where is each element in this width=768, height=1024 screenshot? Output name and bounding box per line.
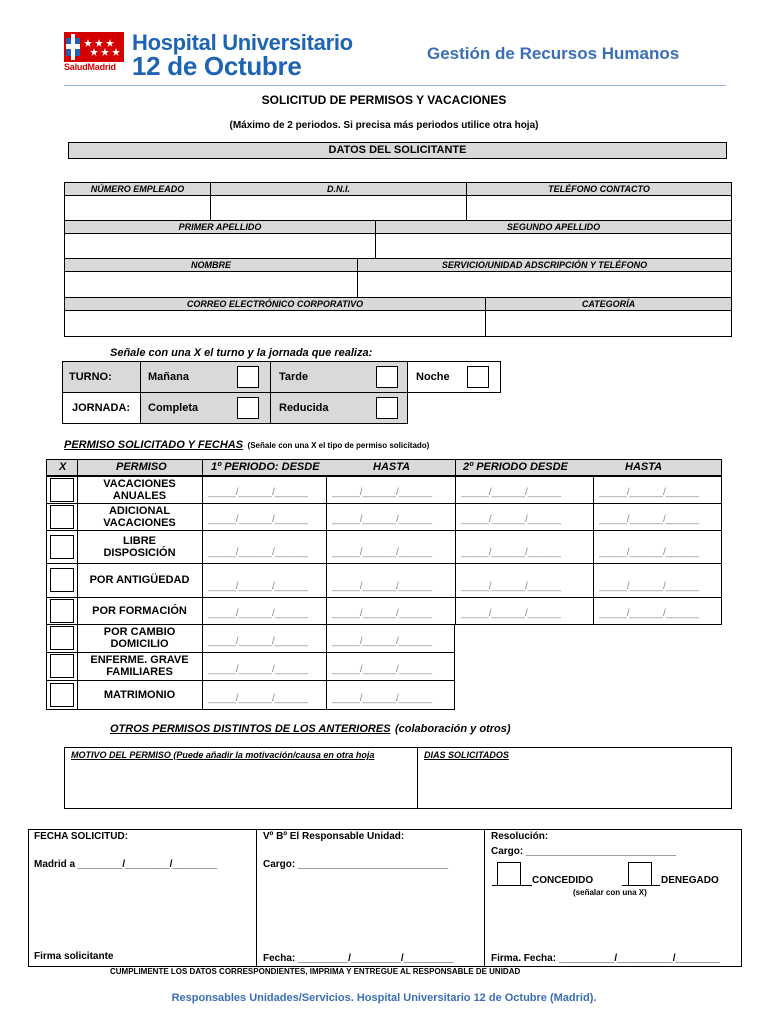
permit-label-line1: LIBRE (123, 534, 156, 547)
permit-col-divider (455, 530, 456, 564)
other-heading: OTROS PERMISOS DISTINTOS DE LOS ANTERIORES (110, 723, 391, 735)
dni-field[interactable] (210, 195, 467, 221)
surname1-label: PRIMER APELLIDO (64, 220, 376, 234)
permit-label-line2: ANUALES (112, 489, 167, 502)
other-heading-note: (colaboración y otros) (395, 723, 511, 735)
header-divider-2 (202, 459, 203, 476)
email-field[interactable] (64, 310, 486, 337)
form-title: SOLICITUD DE PERMISOS Y VACACIONES (261, 93, 507, 107)
denied-checkbox[interactable] (628, 862, 652, 886)
permit-date-field[interactable]: _____/______/______ (461, 514, 562, 525)
permit-col-divider (202, 530, 203, 564)
permit-date-field[interactable]: _____/______/______ (208, 693, 309, 704)
permit-col-divider (202, 680, 203, 710)
night-label: Noche (416, 371, 450, 383)
permit-col-divider (455, 597, 456, 625)
permit-label (77, 505, 202, 529)
unit-cargo-field[interactable]: Cargo: ___________________________ (263, 859, 449, 870)
afternoon-cell (270, 361, 408, 393)
col-p2-from: 2º PERIODO DESDE (463, 461, 568, 473)
permit-col-divider (593, 503, 594, 531)
reduced-cell (270, 392, 408, 424)
permit-col-divider (326, 597, 327, 625)
full-checkbox[interactable] (237, 397, 259, 419)
surname2-field[interactable] (375, 233, 732, 259)
permits-header-row (46, 459, 722, 476)
permit-col-divider (326, 503, 327, 531)
mark-note: (señalar con una X) (573, 888, 647, 897)
permit-date-field[interactable]: _____/______/______ (332, 547, 433, 558)
dni-label: D.N.I. (210, 182, 467, 196)
motive-field[interactable] (64, 747, 418, 809)
hospital-name-line1: Hospital Universitario (132, 30, 353, 55)
permit-label-line1: ENFERME. GRAVE (90, 654, 189, 666)
surname1-field[interactable] (64, 233, 376, 259)
permit-date-field[interactable]: _____/______/______ (208, 547, 309, 558)
service-label: SERVICIO/UNIDAD ADSCRIPCIÓN Y TELÉFONO (357, 258, 732, 272)
permit-date-field[interactable]: _____/______/______ (461, 608, 562, 619)
phone-label: TELÉFONO CONTACTO (466, 182, 732, 196)
permit-label (77, 689, 202, 701)
morning-cell (140, 361, 271, 393)
permit-checkbox[interactable] (50, 626, 74, 650)
permit-label-line1: VACACIONES (103, 477, 176, 490)
permit-label (77, 605, 202, 617)
permit-col-divider (455, 563, 456, 598)
night-checkbox[interactable] (467, 366, 489, 388)
permit-label (77, 574, 202, 586)
permit-date-field[interactable]: _____/______/______ (208, 636, 309, 647)
permit-date-field[interactable]: _____/______/______ (208, 514, 309, 525)
signature-divider-1 (256, 829, 257, 967)
permit-label-line2: FAMILIARES (106, 666, 173, 678)
permit-label-line1: POR CAMBIO (103, 626, 176, 638)
resolution-cargo-field[interactable]: Cargo: ___________________________ (491, 846, 677, 857)
shift-instruction: Señale con una X el turno y la jornada que realiza: (110, 347, 373, 359)
permit-date-field[interactable]: _____/______/______ (332, 581, 433, 592)
permit-date-field[interactable]: _____/______/______ (461, 581, 562, 592)
madrid-flag-logo (64, 32, 124, 62)
permit-col-divider (326, 563, 327, 598)
permit-col-divider (593, 597, 594, 625)
permit-col-divider (326, 624, 327, 653)
days-field[interactable] (417, 747, 732, 809)
night-cell (407, 361, 501, 393)
resolution-label: Resolución: (491, 831, 549, 842)
col-p2-to: HASTA (625, 461, 663, 473)
email-label: CORREO ELECTRÓNICO CORPORATIVO (64, 297, 486, 311)
permit-label (77, 535, 202, 559)
permit-checkbox[interactable] (50, 535, 74, 559)
salud-madrid-text: SaludMadrid (64, 62, 116, 72)
madrid-date-field[interactable]: Madrid a ________/________/________ (34, 859, 217, 870)
hospital-name-line2: 12 de Octubre (132, 51, 302, 81)
permit-date-field[interactable]: _____/______/______ (332, 693, 433, 704)
name-field[interactable] (64, 271, 358, 298)
permit-date-field[interactable]: _____/______/______ (599, 581, 700, 592)
signature-divider-2 (484, 829, 485, 967)
department-title: Gestión de Recursos Humanos (427, 44, 680, 63)
permit-checkbox[interactable] (50, 505, 74, 529)
permit-col-divider (593, 530, 594, 564)
permit-checkbox[interactable] (50, 683, 74, 707)
form-subtitle: (Máximo de 2 periodos. Si precisa más periodos utilice otra hoja) (229, 120, 539, 131)
permit-label-line1: MATRIMONIO (103, 688, 176, 701)
other-heading-row (110, 719, 511, 737)
name-label: NOMBRE (64, 258, 358, 272)
permit-col-divider (593, 476, 594, 504)
employee-number-label: NÚMERO EMPLEADO (64, 182, 211, 196)
permit-col-divider (202, 652, 203, 681)
permit-label (77, 626, 202, 650)
date-request-label: FECHA SOLICITUD: (34, 831, 129, 842)
vobo-label: Vº Bº El Responsable Unidad: (263, 831, 405, 842)
reduced-label: Reducida (279, 402, 329, 414)
permit-date-field[interactable]: _____/______/______ (208, 487, 309, 498)
jornada-label-cell (62, 392, 141, 424)
turno-label-cell (62, 361, 141, 393)
permit-date-field[interactable]: _____/______/______ (208, 664, 309, 675)
category-field[interactable] (485, 310, 732, 337)
permit-checkbox[interactable] (50, 654, 74, 678)
permit-col-divider (326, 680, 327, 710)
col-permit: PERMISO (116, 461, 167, 473)
col-p1-to: HASTA (373, 461, 411, 473)
permit-date-field[interactable]: _____/______/______ (332, 608, 433, 619)
permit-col-divider (593, 563, 594, 598)
applicant-section-title: DATOS DEL SOLICITANTE (328, 144, 467, 156)
service-field[interactable] (357, 271, 732, 298)
header-divider (64, 85, 726, 86)
motive-label: MOTIVO DEL PERMISO (Puede añadir la motivación/causa en otra hoja (71, 750, 375, 760)
category-label: CATEGORÍA (485, 297, 732, 311)
permit-date-field[interactable]: _____/______/______ (461, 547, 562, 558)
days-label: DIAS SOLICITADOS (424, 750, 509, 760)
permit-checkbox[interactable] (50, 478, 74, 502)
permit-date-field[interactable]: _____/______/______ (208, 608, 309, 619)
permit-col-divider (202, 597, 203, 625)
permits-heading: PERMISO SOLICITADO Y FECHAS (64, 439, 244, 451)
morning-label: Mañana (148, 371, 189, 383)
applicant-section-header (68, 142, 727, 159)
header-divider-3 (455, 459, 456, 476)
phone-field[interactable] (466, 195, 732, 221)
permit-col-divider (202, 476, 203, 504)
permit-date-field[interactable]: _____/______/______ (599, 608, 700, 619)
permit-col-divider (455, 503, 456, 531)
permit-checkbox[interactable] (50, 599, 74, 623)
permits-heading-row (64, 435, 429, 453)
submit-instruction: CUMPLIMENTE LOS DATOS CORRESPONDIENTES, IMPRIMA Y ENTREGUE AL RESPONSABLE DE UNIDAD (110, 967, 521, 976)
permit-date-field[interactable]: _____/______/______ (208, 581, 309, 592)
permit-label-line2: VACACIONES (103, 516, 176, 529)
resolution-sign-date-field[interactable]: Firma. Fecha: __________/__________/________ (491, 953, 721, 964)
permit-label-line1: ADICIONAL (108, 504, 171, 517)
permit-col-divider (455, 476, 456, 504)
permit-col-divider (202, 563, 203, 598)
permit-col-divider (326, 476, 327, 504)
permit-label-line1: POR ANTIGÜEDAD (89, 574, 190, 586)
permit-date-field[interactable]: _____/______/______ (332, 487, 433, 498)
permit-label (77, 478, 202, 502)
granted-checkbox[interactable] (497, 862, 521, 886)
unit-date-field[interactable]: Fecha: _________/_________/_________ (263, 953, 454, 964)
morning-checkbox[interactable] (237, 366, 259, 388)
permit-label-line2: DISPOSICIÓN (103, 546, 176, 559)
denied-label: DENEGADO (661, 875, 719, 886)
applicant-signature-label: Firma solicitante (34, 951, 114, 962)
permit-label-line1: POR FORMACIÓN (92, 604, 187, 617)
permit-col-divider (326, 530, 327, 564)
permit-col-divider (326, 652, 327, 681)
permit-date-field[interactable]: _____/______/______ (599, 547, 700, 558)
header-divider-1 (77, 459, 78, 476)
permit-date-field[interactable]: _____/______/______ (332, 664, 433, 675)
footer-text: Responsables Unidades/Servicios. Hospital Universitario 12 de Octubre (Madrid). (171, 992, 597, 1004)
permit-date-field[interactable]: _____/______/______ (461, 487, 562, 498)
permit-date-field[interactable]: _____/______/______ (332, 514, 433, 525)
turno-label: TURNO: (69, 371, 112, 383)
afternoon-checkbox[interactable] (376, 366, 398, 388)
permit-col-divider (202, 624, 203, 653)
permits-heading-note: (Señale con una X el tipo de permiso solicitado) (247, 441, 430, 450)
permit-label (77, 654, 202, 678)
col-p1-from: 1º PERIODO: DESDE (211, 461, 320, 473)
permit-date-field[interactable]: _____/______/______ (332, 636, 433, 647)
afternoon-label: Tarde (279, 371, 309, 383)
permit-col-divider (202, 503, 203, 531)
reduced-checkbox[interactable] (376, 397, 398, 419)
surname2-label: SEGUNDO APELLIDO (375, 220, 732, 234)
permit-date-field[interactable]: _____/______/______ (599, 487, 700, 498)
full-cell (140, 392, 271, 424)
employee-number-field[interactable] (64, 195, 211, 221)
full-label: Completa (148, 402, 199, 414)
col-x: X (59, 461, 67, 473)
jornada-label: JORNADA: (72, 402, 131, 414)
permit-checkbox[interactable] (50, 568, 74, 592)
permit-label-line2: DOMICILIO (110, 638, 169, 650)
granted-label: CONCEDIDO (532, 875, 594, 886)
permit-date-field[interactable]: _____/______/______ (599, 514, 700, 525)
